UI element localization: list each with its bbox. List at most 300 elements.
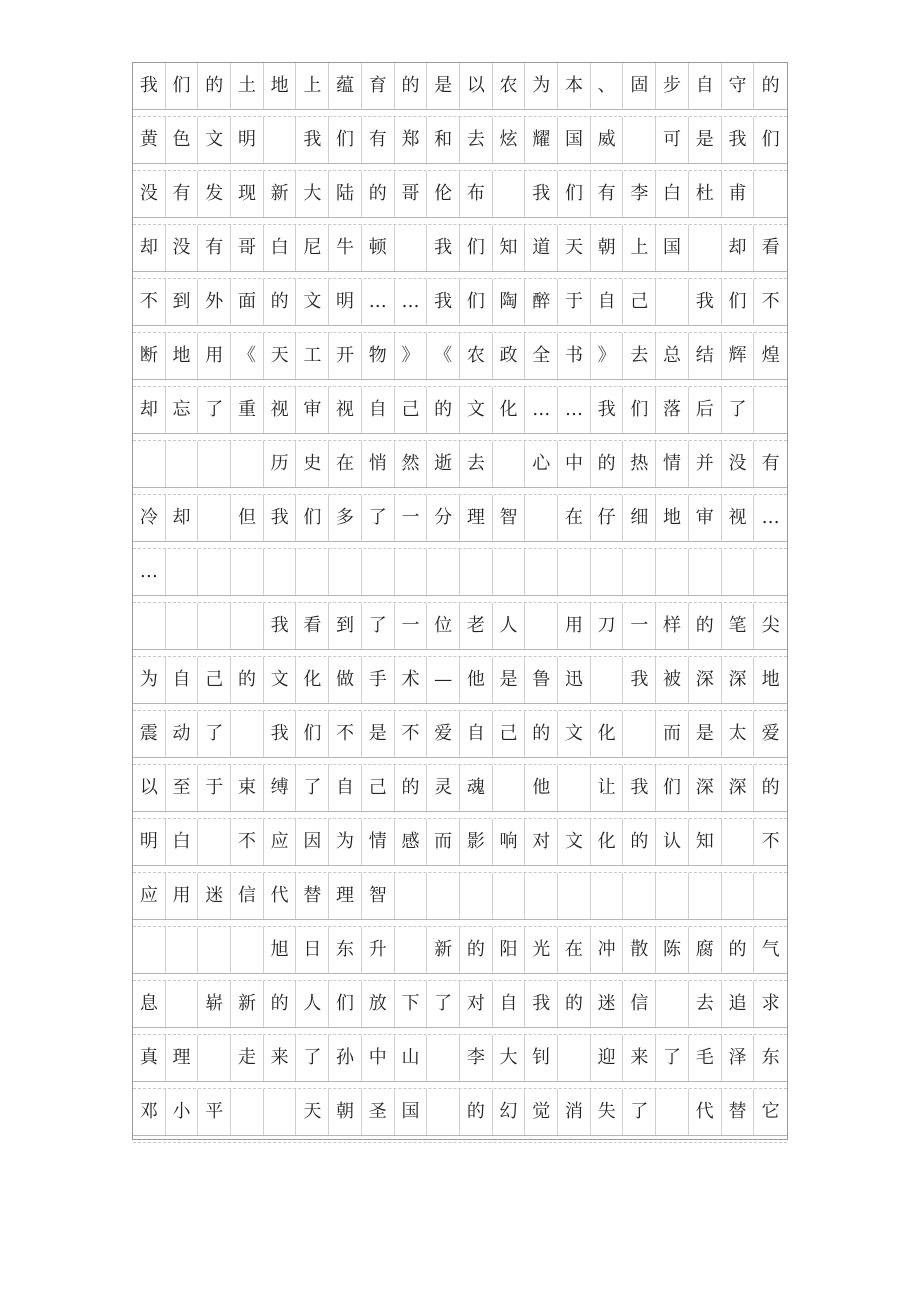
grid-row <box>133 1035 787 1089</box>
grid-row <box>133 495 787 549</box>
grid-cell <box>362 549 395 595</box>
grid-cell: 理 <box>460 495 493 541</box>
grid-cell: 感 <box>395 819 428 865</box>
grid-cell: 散 <box>624 927 657 973</box>
grid-cell: 文 <box>558 819 591 865</box>
grid-cell: 理 <box>329 873 362 919</box>
grid-cell <box>493 441 526 487</box>
grid-cell: 鲁 <box>525 657 558 703</box>
grid-cell: 己 <box>362 765 395 811</box>
grid-cell: 下 <box>395 981 428 1027</box>
grid-cell: 看 <box>761 237 780 258</box>
grid-cell: 看 <box>297 603 330 649</box>
grid-cell: 》 <box>395 333 428 379</box>
grid-cell: 天 <box>297 1089 330 1135</box>
grid-cell: 我 <box>427 279 460 325</box>
grid-row-cells <box>133 387 787 433</box>
grid-cell: 顿 <box>362 225 395 271</box>
grid-cell: 崭 <box>198 981 231 1027</box>
grid-cell <box>427 549 460 595</box>
grid-cell: 没 <box>722 441 755 487</box>
grid-cell: 中 <box>362 1035 395 1081</box>
grid-cell: 视 <box>722 495 755 541</box>
grid-cell <box>198 549 231 595</box>
grid-cell: 逝 <box>427 441 460 487</box>
grid-cell: 了 <box>427 981 460 1027</box>
grid-row-cells <box>133 657 787 703</box>
grid-cell: 农 <box>460 333 493 379</box>
grid-cell: 的 <box>689 603 722 649</box>
grid-cell: 腐 <box>689 927 722 973</box>
grid-cell: 认 <box>656 819 689 865</box>
grid-cell: 我 <box>264 603 297 649</box>
grid-cell: 升 <box>362 927 395 973</box>
grid-cell: 为 <box>525 63 558 109</box>
grid-cell: 毛 <box>689 1035 722 1081</box>
grid-cell: … <box>395 279 428 325</box>
row-separator <box>133 433 787 441</box>
grid-cell: 《 <box>427 333 460 379</box>
grid-cell <box>427 873 460 919</box>
grid-cell <box>460 873 493 919</box>
grid-cell: 追 <box>722 981 755 1027</box>
grid-cell: 步 <box>656 63 689 109</box>
grid-cell <box>231 711 264 757</box>
grid-cell: 的 <box>198 63 231 109</box>
grid-cell: 们 <box>297 495 330 541</box>
grid-cell: 和 <box>427 117 460 163</box>
grid-cell <box>231 603 264 649</box>
row-separator <box>133 379 787 387</box>
grid-cell: 钊 <box>525 1035 558 1081</box>
grid-cell: 的 <box>525 711 558 757</box>
grid-cell: 化 <box>591 711 624 757</box>
grid-cell: 了 <box>297 765 330 811</box>
grid-cell: 地 <box>166 333 199 379</box>
grid-cell <box>166 927 199 973</box>
grid-cell: — <box>427 657 460 703</box>
grid-cell <box>395 225 428 271</box>
grid-cell: 色 <box>166 117 199 163</box>
grid-row <box>133 279 787 333</box>
grid-cell <box>198 441 231 487</box>
grid-cell: 我 <box>133 63 166 109</box>
grid-cell: 了 <box>362 495 395 541</box>
grid-cell: 影 <box>460 819 493 865</box>
grid-cell: 己 <box>395 387 428 433</box>
grid-cell: 了 <box>198 387 231 433</box>
grid-cell: 刀 <box>591 603 624 649</box>
grid-row <box>133 333 787 387</box>
grid-cell: 爱 <box>761 723 780 744</box>
grid-cell: 的 <box>558 981 591 1027</box>
grid-cell: 伦 <box>427 171 460 217</box>
grid-cell: 白 <box>166 819 199 865</box>
grid-cell: 天 <box>558 225 591 271</box>
grid-cell: 新 <box>427 927 460 973</box>
grid-cell: 的 <box>395 765 428 811</box>
grid-cell: 魂 <box>460 765 493 811</box>
grid-cell: 被 <box>656 657 689 703</box>
grid-cell: 智 <box>362 873 395 919</box>
grid-cell: 明 <box>329 279 362 325</box>
grid-cell: 们 <box>624 387 657 433</box>
row-separator <box>133 109 787 117</box>
grid-row-cells <box>133 171 787 217</box>
grid-cell: 迷 <box>591 981 624 1027</box>
grid-cell: 一 <box>624 603 657 649</box>
grid-cell: 冲 <box>591 927 624 973</box>
grid-cell <box>493 765 526 811</box>
grid-row <box>133 441 787 495</box>
grid-cell: 们 <box>656 765 689 811</box>
grid-cell: 》 <box>591 333 624 379</box>
grid-cell <box>264 117 297 163</box>
grid-cell <box>624 711 657 757</box>
grid-cell <box>133 441 166 487</box>
grid-cell <box>166 981 199 1027</box>
grid-row <box>133 117 787 171</box>
grid-cell: 心 <box>525 441 558 487</box>
grid-cell: 智 <box>493 495 526 541</box>
grid-cell: 我 <box>297 117 330 163</box>
grid-cell: 并 <box>689 441 722 487</box>
grid-cell: 束 <box>231 765 264 811</box>
grid-cell <box>198 495 231 541</box>
grid-cell: 新 <box>264 171 297 217</box>
grid-cell: … <box>133 549 166 595</box>
grid-cell <box>722 873 755 919</box>
grid-cell: 对 <box>525 819 558 865</box>
grid-cell: 于 <box>198 765 231 811</box>
grid-cell: 化 <box>297 657 330 703</box>
grid-cell: 历 <box>264 441 297 487</box>
grid-cell <box>166 603 199 649</box>
grid-cell: 有 <box>166 171 199 217</box>
grid-cell: 们 <box>329 117 362 163</box>
grid-cell: 是 <box>493 657 526 703</box>
grid-cell: 小 <box>166 1089 199 1135</box>
row-separator <box>133 703 787 711</box>
grid-cell: 落 <box>656 387 689 433</box>
grid-row-cells <box>133 927 787 973</box>
grid-cell: 新 <box>231 981 264 1027</box>
grid-cell: 一 <box>395 603 428 649</box>
grid-cell: 大 <box>297 171 330 217</box>
grid-cell: 自 <box>362 387 395 433</box>
grid-cell: 对 <box>460 981 493 1027</box>
row-separator <box>133 595 787 603</box>
grid-cell: 自 <box>689 63 722 109</box>
grid-cell: 是 <box>689 711 722 757</box>
grid-cell: 们 <box>460 279 493 325</box>
grid-cell: 情 <box>362 819 395 865</box>
grid-cell <box>198 603 231 649</box>
grid-cell <box>231 1089 264 1135</box>
grid-cell <box>689 873 722 919</box>
grid-cell: 多 <box>329 495 362 541</box>
grid-cell: 悄 <box>362 441 395 487</box>
grid-cell: … <box>362 279 395 325</box>
grid-cell: 尖 <box>761 615 780 636</box>
grid-cell <box>133 603 166 649</box>
grid-cell <box>133 927 166 973</box>
grid-cell: 应 <box>264 819 297 865</box>
grid-cell: 们 <box>297 711 330 757</box>
grid-cell: 我 <box>624 765 657 811</box>
grid-cell: 自 <box>493 981 526 1027</box>
grid-cell: 了 <box>722 387 755 433</box>
grid-cell: 耀 <box>525 117 558 163</box>
grid-cell: 《 <box>231 333 264 379</box>
grid-cell: 动 <box>166 711 199 757</box>
row-separator <box>133 757 787 765</box>
grid-cell: 政 <box>493 333 526 379</box>
row-separator <box>133 163 787 171</box>
grid-cell: 、 <box>591 63 624 109</box>
grid-cell: 缚 <box>264 765 297 811</box>
grid-cell: 息 <box>133 981 166 1027</box>
grid-cell: 去 <box>624 333 657 379</box>
grid-cell: 我 <box>591 387 624 433</box>
grid-cell: 是 <box>689 117 722 163</box>
grid-cell: 阳 <box>493 927 526 973</box>
grid-cell: 分 <box>427 495 460 541</box>
grid-cell <box>329 549 362 595</box>
grid-cell: 明 <box>133 819 166 865</box>
grid-cell: 威 <box>591 117 624 163</box>
grid-cell <box>525 549 558 595</box>
grid-cell: 的 <box>460 1089 493 1135</box>
grid-cell <box>656 873 689 919</box>
grid-cell: 了 <box>198 711 231 757</box>
grid-cell: 们 <box>460 225 493 271</box>
grid-cell: 而 <box>656 711 689 757</box>
grid-cell: 李 <box>460 1035 493 1081</box>
grid-cell: 自 <box>460 711 493 757</box>
grid-cell: 走 <box>231 1035 264 1081</box>
grid-cell: 邓 <box>133 1089 166 1135</box>
grid-row <box>133 765 787 819</box>
grid-cell: 太 <box>722 711 755 757</box>
grid-cell: 去 <box>460 117 493 163</box>
grid-cell: 真 <box>133 1035 166 1081</box>
grid-cell <box>493 873 526 919</box>
grid-cell: 的 <box>761 75 780 96</box>
grid-cell: 到 <box>166 279 199 325</box>
grid-cell: 的 <box>264 279 297 325</box>
grid-cell: 的 <box>395 63 428 109</box>
grid-cell: 让 <box>591 765 624 811</box>
grid-cell <box>460 549 493 595</box>
grid-cell <box>297 549 330 595</box>
grid-cell: 泽 <box>722 1035 755 1081</box>
grid-cell <box>558 1035 591 1081</box>
grid-cell: 的 <box>231 657 264 703</box>
grid-cell: 文 <box>460 387 493 433</box>
grid-cell <box>656 549 689 595</box>
grid-cell: 知 <box>493 225 526 271</box>
grid-row <box>133 549 787 603</box>
row-separator <box>133 649 787 657</box>
grid-cell: 朝 <box>329 1089 362 1135</box>
grid-row <box>133 1089 787 1143</box>
grid-row <box>133 171 787 225</box>
grid-cell <box>558 873 591 919</box>
grid-cell <box>689 225 722 271</box>
grid-cell: 的 <box>264 981 297 1027</box>
grid-cell: 中 <box>558 441 591 487</box>
grid-row-cells <box>133 981 787 1027</box>
grid-cell <box>591 657 624 703</box>
grid-cell <box>722 549 755 595</box>
grid-cell: 知 <box>689 819 722 865</box>
grid-row-cells <box>133 63 787 109</box>
grid-cell: 深 <box>722 765 755 811</box>
grid-cell: 替 <box>722 1089 755 1135</box>
grid-row-cells <box>133 765 787 811</box>
grid-cell: 国 <box>395 1089 428 1135</box>
grid-cell <box>591 873 624 919</box>
grid-cell: 没 <box>133 171 166 217</box>
grid-cell: 道 <box>525 225 558 271</box>
grid-row <box>133 819 787 873</box>
grid-cell: 固 <box>624 63 657 109</box>
grid-cell: 为 <box>329 819 362 865</box>
grid-cell: 了 <box>362 603 395 649</box>
grid-cell: 地 <box>264 63 297 109</box>
grid-cell: 到 <box>329 603 362 649</box>
grid-cell: 来 <box>264 1035 297 1081</box>
grid-cell: 杜 <box>689 171 722 217</box>
grid-cell: 育 <box>362 63 395 109</box>
grid-cell: 来 <box>624 1035 657 1081</box>
grid-cell: 为 <box>133 657 166 703</box>
grid-cell <box>427 1035 460 1081</box>
grid-cell: 哥 <box>395 171 428 217</box>
grid-cell: 至 <box>166 765 199 811</box>
grid-cell: 有 <box>362 117 395 163</box>
grid-row-cells <box>133 1089 787 1135</box>
grid-cell: 辉 <box>722 333 755 379</box>
grid-cell <box>427 1089 460 1135</box>
grid-cell: 农 <box>493 63 526 109</box>
grid-cell: 平 <box>198 1089 231 1135</box>
grid-cell <box>722 819 755 865</box>
grid-cell <box>656 279 689 325</box>
grid-cell: 我 <box>689 279 722 325</box>
grid-row <box>133 981 787 1035</box>
grid-cell: 陆 <box>329 171 362 217</box>
grid-cell: 情 <box>656 441 689 487</box>
grid-cell: 土 <box>231 63 264 109</box>
grid-cell: 做 <box>329 657 362 703</box>
grid-cell: 明 <box>231 117 264 163</box>
grid-row-cells <box>133 711 787 757</box>
grid-cell: 自 <box>591 279 624 325</box>
grid-cell: 陶 <box>493 279 526 325</box>
grid-row-cells <box>133 873 787 919</box>
grid-cell: 不 <box>231 819 264 865</box>
grid-cell: 不 <box>329 711 362 757</box>
grid-cell: 朝 <box>591 225 624 271</box>
grid-cell <box>166 441 199 487</box>
grid-row-cells <box>133 279 787 325</box>
grid-cell: 旭 <box>264 927 297 973</box>
grid-cell: 自 <box>329 765 362 811</box>
grid-cell: 结 <box>689 333 722 379</box>
grid-cell: 视 <box>264 387 297 433</box>
grid-cell: 在 <box>558 495 591 541</box>
grid-cell: … <box>558 387 591 433</box>
row-separator <box>133 541 787 549</box>
grid-cell: 国 <box>558 117 591 163</box>
grid-cell <box>525 603 558 649</box>
grid-cell: 有 <box>198 225 231 271</box>
grid-cell: 迷 <box>198 873 231 919</box>
grid-row-cells <box>133 1035 787 1081</box>
grid-cell: 放 <box>362 981 395 1027</box>
grid-cell: 牛 <box>329 225 362 271</box>
row-separator <box>133 919 787 927</box>
grid-cell: 手 <box>362 657 395 703</box>
grid-cell <box>754 873 787 919</box>
grid-cell: 李 <box>624 171 657 217</box>
row-separator <box>133 487 787 495</box>
grid-cell: 尼 <box>297 225 330 271</box>
grid-cell: 们 <box>329 981 362 1027</box>
grid-cell: 面 <box>231 279 264 325</box>
grid-cell: 上 <box>624 225 657 271</box>
grid-cell: 后 <box>689 387 722 433</box>
grid-cell: 代 <box>264 873 297 919</box>
grid-cell: 现 <box>231 171 264 217</box>
grid-cell: 甫 <box>722 171 755 217</box>
grid-cell: 迎 <box>591 1035 624 1081</box>
grid-cell: 上 <box>297 63 330 109</box>
row-separator <box>133 1027 787 1035</box>
grid-cell: 笔 <box>722 603 755 649</box>
grid-cell <box>395 927 428 973</box>
grid-cell: 用 <box>198 333 231 379</box>
grid-cell: 们 <box>558 171 591 217</box>
grid-cell: 人 <box>297 981 330 1027</box>
grid-cell: 们 <box>761 129 780 150</box>
grid-cell <box>198 927 231 973</box>
grid-cell: … <box>761 507 780 528</box>
grid-cell: 外 <box>198 279 231 325</box>
grid-cell: 布 <box>460 171 493 217</box>
grid-cell: 的 <box>722 927 755 973</box>
grid-cell: 东 <box>761 1047 780 1068</box>
grid-cell: 陈 <box>656 927 689 973</box>
grid-cell: 文 <box>558 711 591 757</box>
grid-cell: 没 <box>166 225 199 271</box>
grid-row-cells <box>133 549 787 595</box>
grid-cell: 理 <box>166 1035 199 1081</box>
grid-cell: 天 <box>264 333 297 379</box>
row-separator <box>133 811 787 819</box>
grid-cell: 我 <box>525 171 558 217</box>
grid-cell: 的 <box>427 387 460 433</box>
grid-row-cells <box>133 603 787 649</box>
grid-cell: 不 <box>395 711 428 757</box>
grid-cell: 觉 <box>525 1089 558 1135</box>
grid-cell: 响 <box>493 819 526 865</box>
grid-cell <box>231 441 264 487</box>
grid-cell: 煌 <box>761 345 780 366</box>
manuscript-grid-sheet <box>132 62 788 1140</box>
